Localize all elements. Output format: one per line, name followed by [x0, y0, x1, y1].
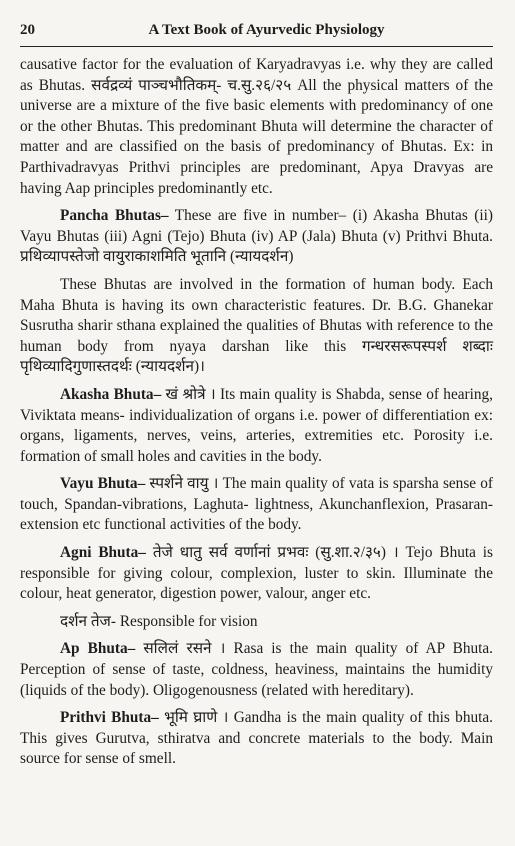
running-title: A Text Book of Ayurvedic Physiology [148, 22, 385, 38]
paragraph-darshan-tej: दर्शन तेज- Responsible for vision [60, 612, 258, 630]
paragraph-heading: Pancha Bhutas– [60, 207, 169, 225]
paragraph-vayu-bhuta: Vayu Bhuta– स्पर्शने वायु । The main quality of vata is sparsha sense of touch, Spandan-vibrations, Laghuta- lightness, Akunchanflexion, Prasaran-extension etc functional activities of the body. [20, 475, 493, 534]
page-body [20, 55, 493, 770]
paragraph-heading: Agni Bhuta– [60, 544, 146, 562]
paragraph-agni-bhuta: Agni Bhuta– तेजे धातु सर्व वर्णानां प्रभवः (सु.शा.२/३५) । Tejo Bhuta is responsible for giving colour, complexion, luster to skin. Illuminate the colour, heat generator, digestion power, valour, anger etc. [20, 544, 493, 603]
paragraph-heading: Vayu Bhuta– [60, 475, 146, 493]
paragraph-heading: Akasha Bhuta– [60, 385, 162, 403]
paragraph-intro: causative factor for the evaluation of Karyadravyas i.e. why they are called as Bhutas. सर्वद्रव्यं पाञ्चभौतिकम्- च.सु.२६/२५ All the physical matters of the universe are a mixture of the five basic elements with predominancy of one or the other Bhutas. This predominant Bhuta will determine the character of matter and are classified on the basis of predominancy of Bhutas. Ex: in Parthivadravyas Prithvi principles are predominant, Apya Dravyas are having Aap principles predominantly etc. [20, 56, 493, 197]
running-header [20, 22, 493, 47]
paragraph-prithvi-bhuta: Prithvi Bhuta– भूमि घ्राणे । Gandha is the main quality of this bhuta. This gives Gurutva, sthiratva and concrete materials to the body. Main source for sense of smell. [20, 709, 493, 768]
paragraph-heading: Prithvi Bhuta– [60, 709, 159, 727]
paragraph-pancha-bhutas: Pancha Bhutas– These are five in number– (i) Akasha Bhutas (ii) Vayu Bhutas (iii) Agni (Tejo) Bhuta (iv) AP (Jala) Bhuta (v) Prithvi Bhuta. प्रथिव्यापस्तेजो वायुराकाशमिति भूतानि (न्यायदर्शन) [20, 207, 493, 266]
page-number: 20 [20, 22, 35, 38]
paragraph-bhutas-body: These Bhutas are involved in the formation of human body. Each Maha Bhuta is having its own characteristic features. Dr. B.G. Ghanekar Susrutha sharir sthana explained the qualities of Bhutas with reference to the human body from nyaya darshan like this गन्धरसरूपस्पर्श शब्दाः पृथिव्यादिगुणास्तदर्थः (न्यायदर्शन)। [20, 275, 493, 376]
paragraph-ap-bhuta: Ap Bhuta– सलिलं रसने । Rasa is the main quality of AP Bhuta. Perception of sense of taste, coldness, heaviness, maintains the humidity (liquids of the body). Oligogenousness (related with hereditary). [20, 640, 493, 699]
paragraph-heading: Ap Bhuta– [60, 640, 136, 658]
paragraph-akasha-bhuta: Akasha Bhuta– खं श्रोत्रे । Its main quality is Shabda, sense of hearing, Viviktata means- individualization of organs i.e. power of differentiation ex: organs, ligaments, nerves, veins, arteries, extremities etc. Porosity i.e. formation of small holes and cavities in the body. [20, 385, 493, 465]
